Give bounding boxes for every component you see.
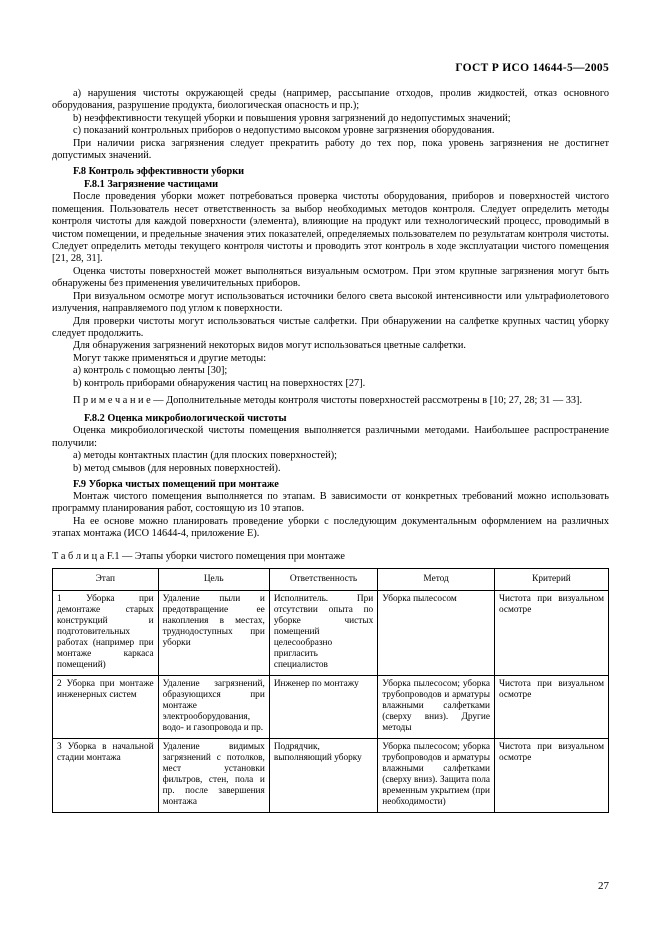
table-cell-stage: 3 Уборка в начальной стадии монтажа xyxy=(53,738,159,812)
paragraph-f82-1: Оценка микробиологической чистоты помещения выполняется различными методами. Наибольшее распространение получили: xyxy=(52,425,609,449)
page-number: 27 xyxy=(598,880,609,892)
paragraph-f81-1: После проведения уборки может потребоваться проверка чистоты оборудования, приборов и поверхностей чистого помещения. Пользователь несет ответственность за выбор необходимых методов контроля. Следует определить методы контроля чистоты для каждой поверхности (элемента), влияющие на продукт или технологический процесс, проводимый в чистом помещении, и предельные значения этих показателей, определяемых пользователем по результатам контроля чистоты. Следует определить методы текущего контроля чистоты и проводить этот контроль в ходе эксплуатации чистого помещения [21, 28, 31]. xyxy=(52,191,609,265)
table-caption: Т а б л и ц а F.1 — Этапы уборки чистого помещения при монтаже xyxy=(52,550,345,562)
table-cell-goal: Удаление пыли и предотвращение ее накопления в местах, труднодоступных при уборки xyxy=(158,590,269,675)
table-column-header-stage: Этап xyxy=(53,568,159,590)
table-cell-responsibility: Подрядчик, выполняющий уборку xyxy=(269,738,377,812)
paragraph-f81-4: Для проверки чистоты могут использоваться чистые салфетки. При обнаружении на салфетке крупных частиц уборку следует продолжить. xyxy=(52,315,609,339)
page-header: ГОСТ Р ИСО 14644-5—2005 xyxy=(455,62,609,74)
table-column-header-method: Метод xyxy=(378,568,495,590)
table-cell-method: Уборка пылесосом; уборка трубопроводов и арматуры влажными салфетками (сверху вниз). Другие методы xyxy=(378,675,495,738)
table-cell-stage: 1 Уборка при демонтаже старых конструкций и подготовительных работах (например при монтаже каркаса помещений) xyxy=(53,590,159,675)
table-cell-stage: 2 Уборка при монтаже инженерных систем xyxy=(53,675,159,738)
table-f1 xyxy=(52,568,609,813)
paragraph-f9-2: На ее основе можно планировать проведение уборки с последующим документальным оформлением на различных этапах монтажа (ИСО 14644-4, приложение Е). xyxy=(52,515,609,540)
table-cell-goal: Удаление загрязнений, образующихся при монтаже электрооборудования, водо- и газопровода и пр. xyxy=(158,675,269,738)
paragraph-f81-6: Могут также применяться и другие методы: xyxy=(73,352,267,364)
paragraph-f81-6a: a) контроль с помощью ленты [30]; xyxy=(73,365,228,377)
table-header-row xyxy=(53,568,609,590)
table-row xyxy=(53,590,609,675)
table-cell-criterion: Чистота при визуальном осмотре xyxy=(494,675,608,738)
table-column-header-criterion: Критерий xyxy=(494,568,608,590)
table-cell-criterion: Чистота при визуальном осмотре xyxy=(494,590,608,675)
paragraph-f9-1: Монтаж чистого помещения выполняется по этапам. В зависимости от конкретных требований можно использовать программу планирования работ, состоящую из 10 этапов. xyxy=(52,490,609,515)
table-row xyxy=(53,675,609,738)
section-heading-f82: F.8.2 Оценка микробиологической чистоты xyxy=(84,413,287,425)
table-column-header-goal: Цель xyxy=(158,568,269,590)
section-heading-f8: F.8 Контроль эффективности уборки xyxy=(73,166,245,178)
section-heading-f9: F.9 Уборка чистых помещений при монтаже xyxy=(73,478,279,490)
paragraph-item-c: c) показаний контрольных приборов о недопустимо высоком уровне загрязнения оборудования. xyxy=(73,125,495,137)
note-f81: П р и м е ч а н и е — Дополнительные методы контроля чистоты поверхностей рассмотрены в [10; 27, 28; 31 — 33]. xyxy=(73,394,583,406)
paragraph-risk: При наличии риска загрязнения следует прекратить работу до тех пор, пока уровень загрязнения не достигнет допустимых значений. xyxy=(52,137,609,162)
table-cell-criterion: Чистота при визуальном осмотре xyxy=(494,738,608,812)
table-cell-responsibility: Инженер по монтажу xyxy=(269,675,377,738)
paragraph-f82-a: a) методы контактных пластин (для плоских поверхностей); xyxy=(73,450,338,462)
table-cell-goal: Удаление видимых загрязнений с потолков, мест установки фильтров, стен, пола и пр. после завершения монтажа xyxy=(158,738,269,812)
table-cell-responsibility: Исполнитель. При отсутствии опыта по уборке чистых помещений целесообразно пригласить специалистов xyxy=(269,590,377,675)
table-column-header-responsibility: Ответственность xyxy=(269,568,377,590)
table-cell-method: Уборка пылесосом xyxy=(378,590,495,675)
section-heading-f81: F.8.1 Загрязнение частицами xyxy=(84,179,219,191)
paragraph-f81-5: Для обнаружения загрязнений некоторых видов могут использоваться цветные салфетки. xyxy=(73,340,467,352)
paragraph-f82-b: b) метод смывов (для неровных поверхностей). xyxy=(73,462,281,474)
paragraph-item-a: a) нарушения чистоты окружающей среды (например, рассыпание отходов, пролив жидкостей, отказ основного оборудования, разрушение продукта, биологическая опасность и пр.); xyxy=(52,88,609,112)
paragraph-f81-3: При визуальном осмотре могут использоваться источники белого света высокой интенсивности или ультрафиолетового излучения, направляемого под углом к поверхности. xyxy=(52,290,609,315)
paragraph-f81-6b: b) контроль приборами обнаружения частиц на поверхностях [27]. xyxy=(73,377,366,389)
table-cell-method: Уборка пылесосом; уборка трубопроводов и арматуры влажными салфетками (сверху вниз). Защита пола временным укрытием (при необходимости) xyxy=(378,738,495,812)
paragraph-f81-2: Оценка чистоты поверхностей может выполняться визуальным осмотром. При этом крупные загрязнения могут быть обнаружены без применения увеличительных приборов. xyxy=(52,265,609,290)
table-row xyxy=(53,738,609,812)
paragraph-item-b: b) неэффективности текущей уборки и повышения уровня загрязнений до недопустимых значений; xyxy=(73,112,511,124)
